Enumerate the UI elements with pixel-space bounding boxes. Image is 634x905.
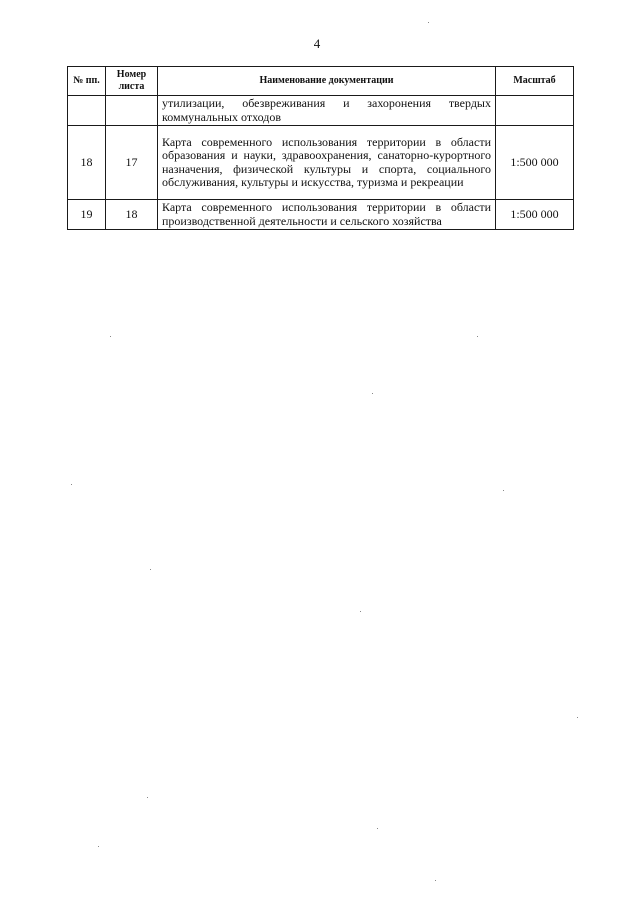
scan-speck [428, 22, 429, 23]
table-header-row [68, 67, 574, 96]
header-num: № пп. [68, 67, 106, 96]
row-scale [496, 96, 574, 126]
scan-speck [577, 717, 578, 718]
row-scale: 1:500 000 [496, 200, 574, 230]
scan-speck [372, 393, 373, 394]
scan-speck [147, 797, 148, 798]
row-num: 19 [68, 200, 106, 230]
scan-speck [110, 336, 111, 337]
table-row [68, 200, 574, 230]
scan-speck [377, 828, 378, 829]
scan-speck [360, 611, 361, 612]
row-name: утилизации, обезвреживания и захоронения твердых коммунальных отходов [158, 96, 496, 126]
row-num: 18 [68, 126, 106, 200]
scan-speck [150, 569, 151, 570]
row-name: Карта современного использования территории в области производственной деятельности и сельского хозяйства [158, 200, 496, 230]
row-sheet [106, 96, 158, 126]
page-number: 4 [313, 36, 321, 51]
header-name: Наименование документации [158, 67, 496, 96]
row-name: Карта современного использования территории в области образования и науки, здравоохранения, санаторно-курортного назначения, физической культуры и спорта, социального обслуживания, культуры и искусства, туризма и рекреации [158, 126, 496, 200]
header-scale: Масштаб [496, 67, 574, 96]
scan-speck [98, 846, 99, 847]
documentation-table [67, 66, 574, 230]
scan-speck [435, 880, 436, 881]
row-sheet: 17 [106, 126, 158, 200]
scan-speck [477, 336, 478, 337]
scan-speck [503, 490, 504, 491]
table-row [68, 96, 574, 126]
row-num [68, 96, 106, 126]
header-sheet: Номер листа [106, 67, 158, 96]
row-sheet: 18 [106, 200, 158, 230]
scan-speck [71, 484, 72, 485]
table-row [68, 126, 574, 200]
row-scale: 1:500 000 [496, 126, 574, 200]
